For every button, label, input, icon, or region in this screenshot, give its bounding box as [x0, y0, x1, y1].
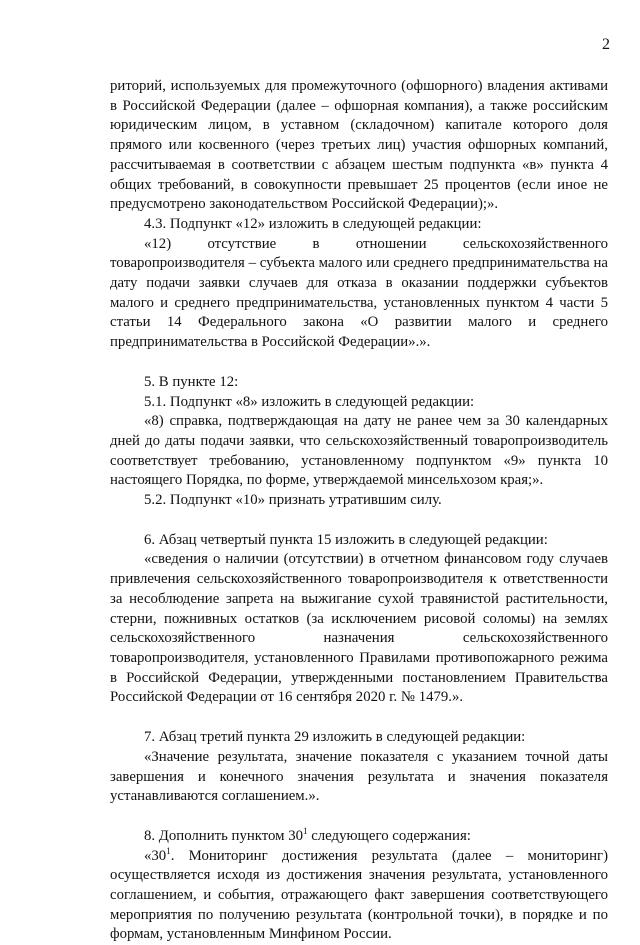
- paragraph-7-text: «Значение результата, значение показателя с указанием точной даты завершения и конечного значения результата и значения показателя устанавливаются соглашением.».: [110, 748, 608, 805]
- paragraph-8-text: [110, 847, 608, 945]
- page-number: 2: [602, 36, 610, 53]
- spacer: [110, 807, 608, 827]
- paragraph-4-3: 4.3. Подпункт «12» изложить в следующей редакции:: [144, 215, 482, 232]
- spacer: [110, 708, 608, 728]
- paragraph-8-text-post: . Мониторинг достижения результата (далее – мониторинг) осуществляется исходя из достижения значения результата, установленного соглашением, и события, отражающего факт завершения соответствующего мероприятия по получению результата (контрольной точки), в порядке и по формам, установленным Минфином России.: [110, 847, 608, 943]
- spacer: [110, 511, 608, 531]
- paragraph-5: 5. В пункте 12:: [144, 373, 239, 390]
- paragraph-6: 6. Абзац четвертый пункта 15 изложить в следующей редакции:: [144, 531, 548, 548]
- paragraph-8-pre: 8. Дополнить пунктом 30: [144, 827, 304, 844]
- paragraph-continuation: риторий, используемых для промежуточного (офшорного) владения активами в Российской Федерации (далее – офшорная компания), а также российским юридическим лицом, в уставном (складочном) капитале которого доля прямого или косвенного (через третьих лиц) участия офшорных компаний, рассчитываемая в соответствии с абзацем шестым подпункта «в» пункта 4 общих требований, в совокупности превышает 25 процентов (если иное не предусмотрено законодательством Российской Федерации);».: [110, 78, 608, 213]
- paragraph-8-post: следующего содержания:: [307, 827, 471, 844]
- paragraph-4-3-text: «12) отсутствие в отношении сельскохозяйственного товаропроизводителя – субъекта малого или среднего предпринимательства на дату подачи заявки случаев для отказа в оказании поддержки субъектов малого и среднего предпринимательства, установленных пунктом 4 части 5 статьи 14 Федерального закона «О развитии малого и среднего предпринимательства в Российской Федерации».».: [110, 235, 608, 351]
- spacer: [110, 353, 608, 373]
- paragraph-7: 7. Абзац третий пункта 29 изложить в следующей редакции:: [144, 729, 526, 746]
- paragraph-5-1-text: «8) справка, подтверждающая на дату не ранее чем за 30 календарных дней до даты подачи заявки, что сельскохозяйственный товаропроизводитель соответствует требованию, установленному подпунктом «9» пункта 10 настоящего Порядка, по форме, утверждаемой минсельхозом края;».: [110, 413, 608, 489]
- paragraph-8-text-pre: «30: [144, 847, 167, 864]
- paragraph-8-sup: 1: [303, 825, 308, 836]
- paragraph-6-text: «сведения о наличии (отсутствии) в отчетном финансовом году случаев привлечения сельскохозяйственного товаропроизводителя к ответственности за несоблюдение запрета на выжигание сухой травянистой растительности, стерни, пожнивных остатков (за исключением рисовой соломы) на землях сельскохозяйственного назначения сельскохозяйственного товаропроизводителя, установленного Правилами противопожарного режима в Российской Федерации, утвержденными постановлением Правительства Российской Федерации от 16 сентября 2020 г. № 1479.».: [110, 551, 608, 706]
- paragraph-8-text-sup: 1: [166, 845, 171, 856]
- document-body: [110, 77, 608, 945]
- paragraph-5-2: 5.2. Подпункт «10» признать утратившим силу.: [144, 492, 442, 509]
- paragraph-8: [110, 827, 608, 847]
- paragraph-5-1: 5.1. Подпункт «8» изложить в следующей редакции:: [144, 393, 475, 410]
